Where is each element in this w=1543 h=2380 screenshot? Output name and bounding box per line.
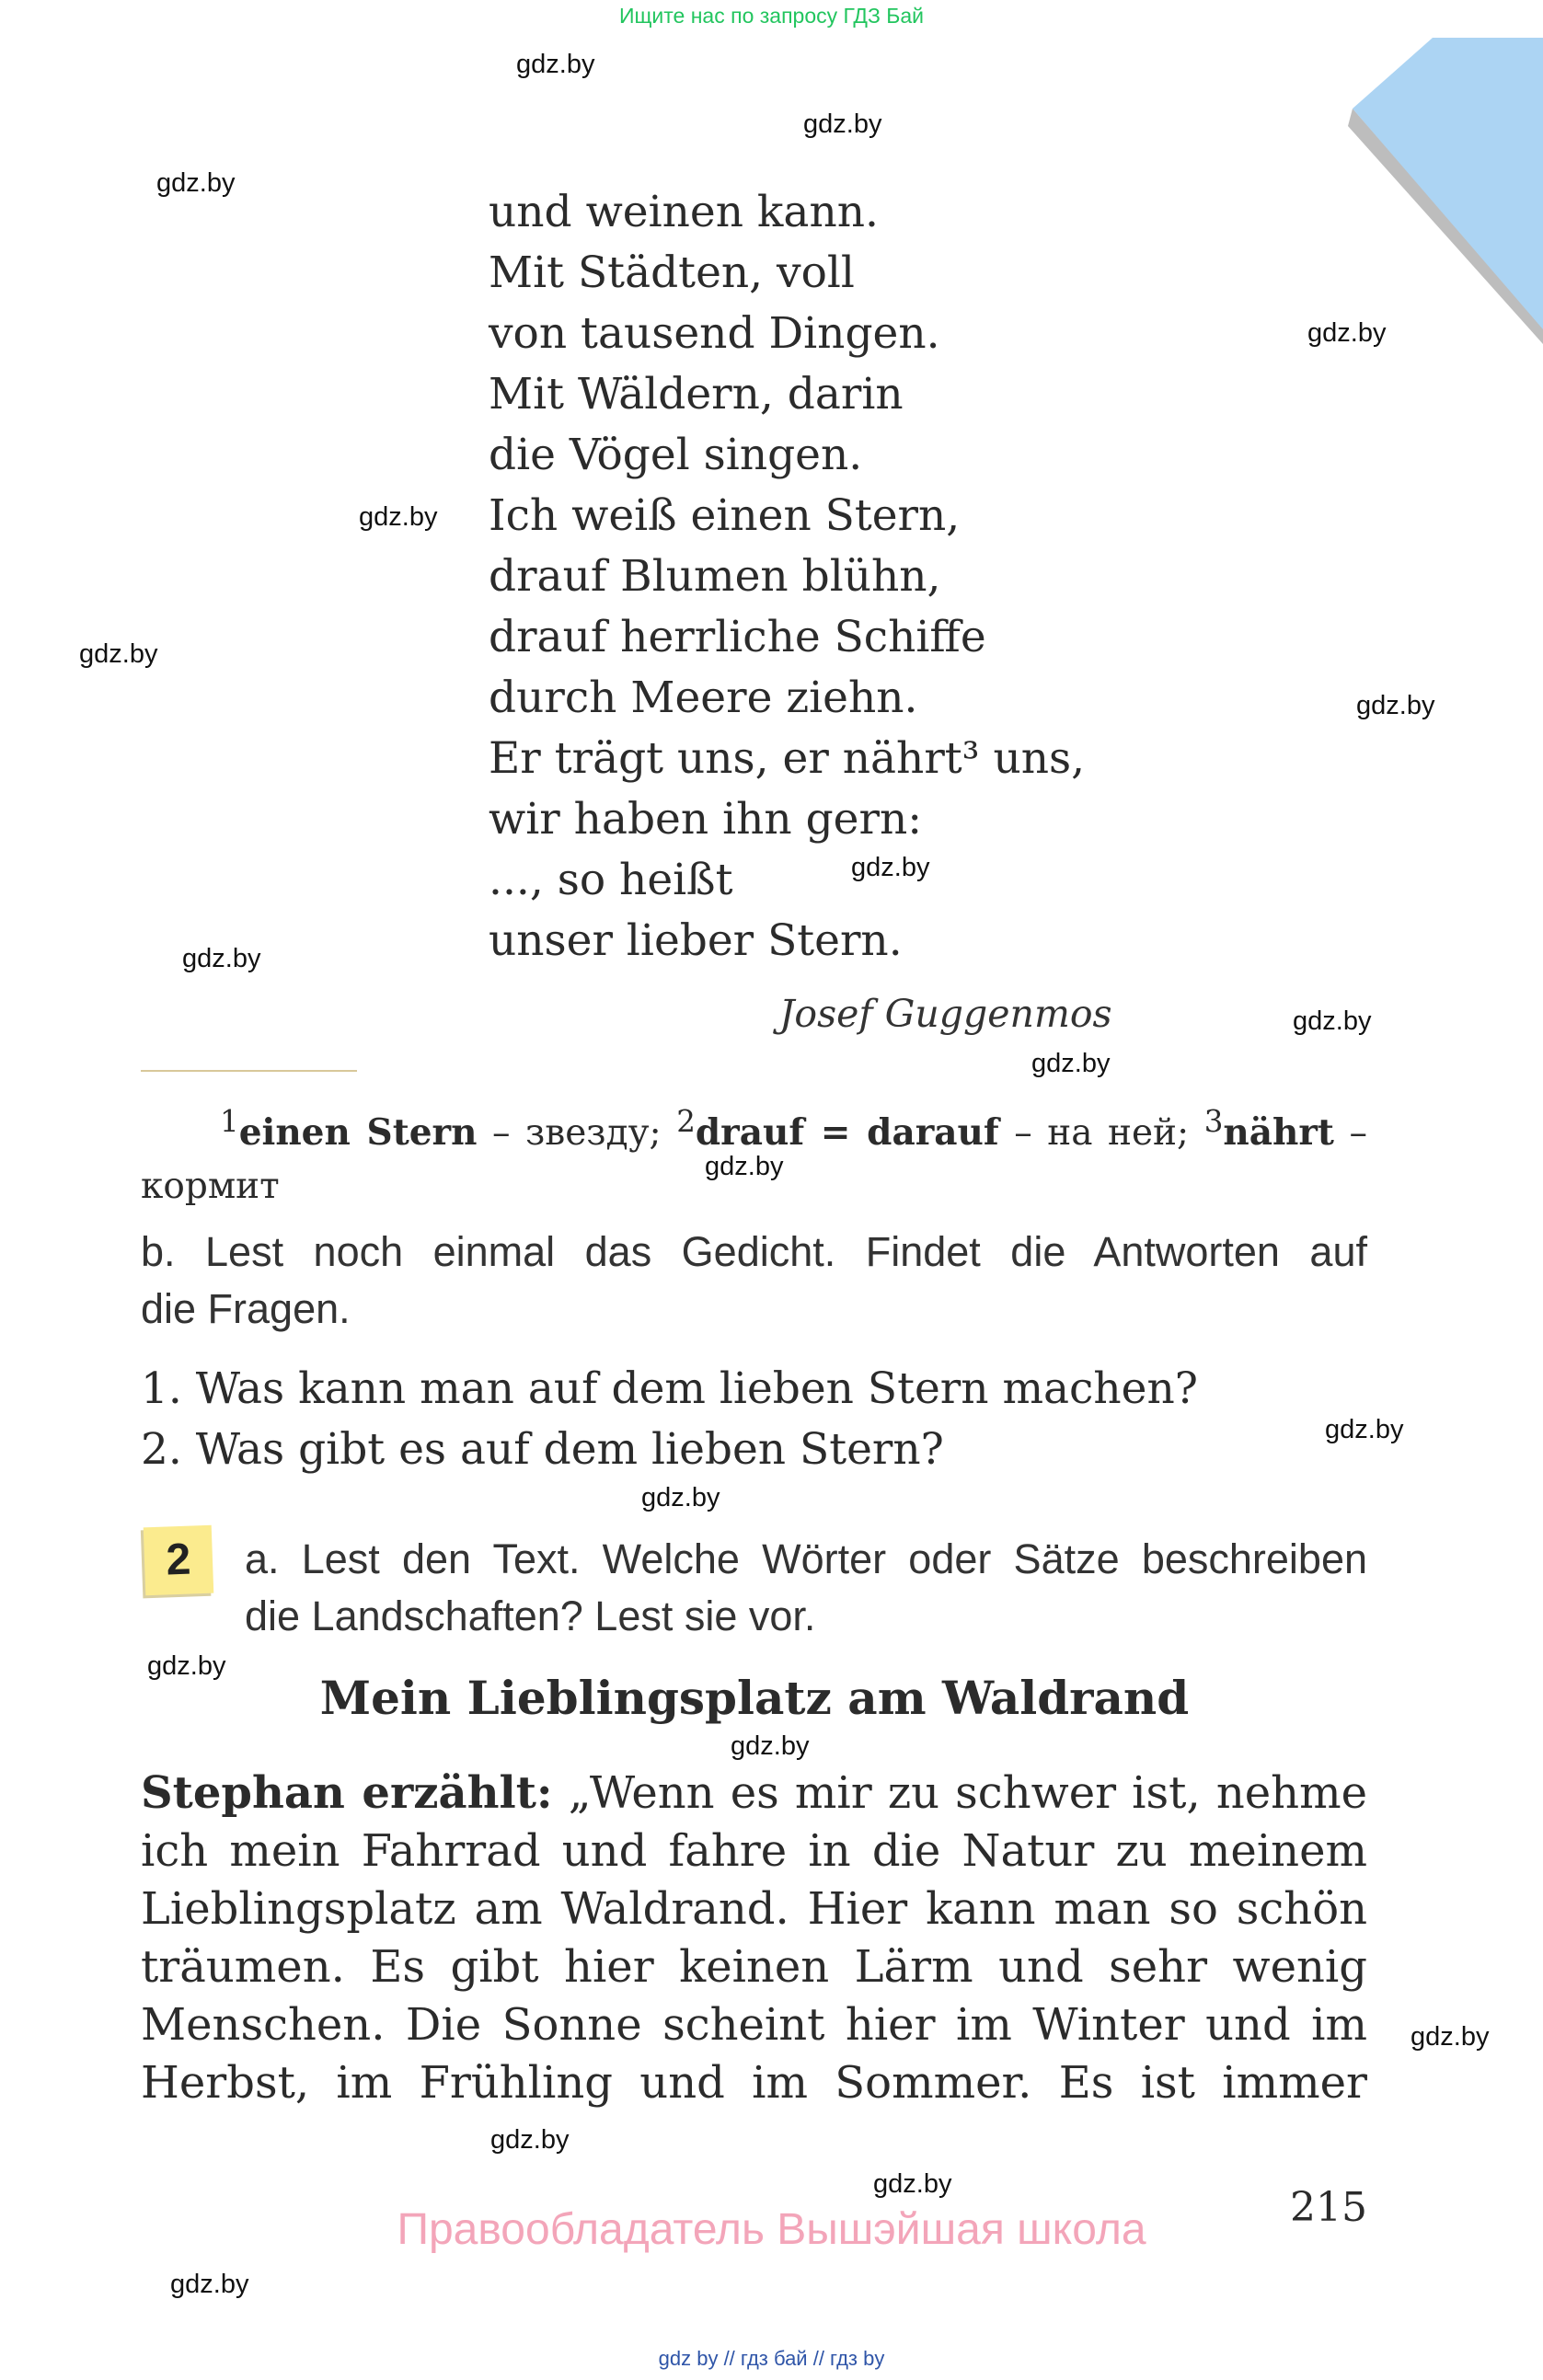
watermark: gdz.by — [873, 2169, 952, 2199]
text-line: Herbst, im Frühling und im Sommer. Es ist immer — [141, 2057, 1367, 2109]
footnote-translation: – кормит — [141, 1112, 1367, 1207]
speaker-label: Stephan erzählt: — [141, 1767, 553, 1819]
text-line: Menschen. Die Sonne scheint hier im Winter und im — [141, 1999, 1367, 2051]
poem-line: durch Meere ziehn. — [489, 673, 918, 723]
footnote-mark: 3 — [1203, 1104, 1224, 1139]
question-2: 2. Was gibt es auf dem lieben Stern? — [141, 1424, 944, 1475]
watermark: gdz.by — [641, 1483, 720, 1512]
watermark: gdz.by — [1356, 691, 1435, 720]
poem-line: ..., so heißt — [489, 855, 733, 905]
text-line — [141, 1765, 1367, 1822]
watermark: gdz.by — [1031, 1049, 1111, 1078]
task-line: die Fragen. — [141, 1285, 351, 1332]
watermark: gdz.by — [516, 50, 595, 79]
footnote-mark: 1 — [220, 1104, 239, 1139]
watermark: gdz.by — [1411, 2022, 1490, 2052]
poem — [489, 182, 1085, 972]
poem-line: drauf Blumen blühn, — [489, 551, 941, 602]
text-line: ich mein Fahrrad und fahre in die Natur zu meinem — [141, 1825, 1367, 1877]
footnote-translation: – звезду; — [477, 1112, 677, 1154]
task-a-instruction — [245, 1531, 1367, 1645]
footnote-term: drauf = darauf — [695, 1111, 999, 1154]
watermark: gdz.by — [803, 109, 882, 139]
task-line: die Landschaften? Lest sie vor. — [245, 1592, 816, 1639]
poem-author: Josef Guggenmos — [779, 992, 1112, 1036]
watermark: gdz.by — [851, 853, 930, 882]
poem-line: Ich weiß einen Stern, — [489, 490, 961, 541]
footer-links[interactable]: gdz by // гдз бай // гдз by — [658, 2347, 885, 2370]
page-number: 215 — [1290, 2184, 1367, 2231]
text-line: Lieblingsplatz am Waldrand. Hier kann man so schön — [141, 1883, 1367, 1935]
watermark: gdz.by — [490, 2125, 570, 2155]
poem-line: wir haben ihn gern: — [489, 794, 923, 845]
search-notice: Ищите нас по запросу ГДЗ Бай — [618, 4, 925, 28]
watermark: gdz.by — [170, 2270, 249, 2299]
poem-line: Mit Städten, voll — [489, 247, 855, 298]
poem-line: drauf herrliche Schiffe — [489, 612, 986, 662]
poem-line: und weinen kann. — [489, 187, 879, 237]
watermark: gdz.by — [1307, 318, 1387, 348]
watermark: gdz.by — [79, 639, 158, 669]
exercise-number-badge: 2 — [144, 1525, 214, 1596]
footnote-mark: 2 — [676, 1104, 696, 1139]
watermark: gdz.by — [147, 1651, 226, 1681]
task-line: a. Lest den Text. Welche Wörter oder Sätze beschreiben — [245, 1535, 1367, 1582]
task-b-instruction — [141, 1224, 1367, 1338]
reading-text — [141, 1765, 1367, 2112]
watermark: gdz.by — [359, 502, 438, 532]
watermark: gdz.by — [731, 1731, 810, 1761]
watermark: gdz.by — [182, 944, 261, 973]
copyright-notice: Правообладатель Вышэйшая школа — [397, 2205, 1146, 2254]
text-fragment: „Wenn es mir zu schwer ist, nehme — [552, 1767, 1367, 1819]
text-title: Mein Lieblingsplatz am Waldrand — [319, 1671, 1190, 1725]
watermark: gdz.by — [705, 1152, 784, 1181]
footnote-term: einen Stern — [238, 1111, 478, 1154]
watermark: gdz.by — [1293, 1006, 1372, 1036]
poem-line: Mit Wäldern, darin — [489, 369, 904, 420]
task-line: b. Lest noch einmal das Gedicht. Findet die Antworten auf — [141, 1228, 1367, 1275]
text-line: träumen. Es gibt hier keinen Lärm und sehr wenig — [141, 1941, 1367, 1993]
footnote-translation: – на ней; — [998, 1112, 1204, 1154]
footnote-divider — [141, 1070, 357, 1072]
question-1: 1. Was kann man auf dem lieben Stern machen? — [141, 1363, 1198, 1414]
watermark: gdz.by — [156, 168, 236, 198]
footnote-term: nährt — [1223, 1111, 1334, 1154]
footnotes — [141, 1095, 1367, 1213]
poem-line: Er trägt uns, er nährt³ uns, — [489, 733, 1086, 784]
poem-line: unser lieber Stern. — [489, 915, 903, 966]
watermark: gdz.by — [1325, 1415, 1404, 1444]
poem-line: von tausend Dingen. — [489, 308, 940, 359]
poem-line: die Vögel singen. — [489, 430, 863, 480]
